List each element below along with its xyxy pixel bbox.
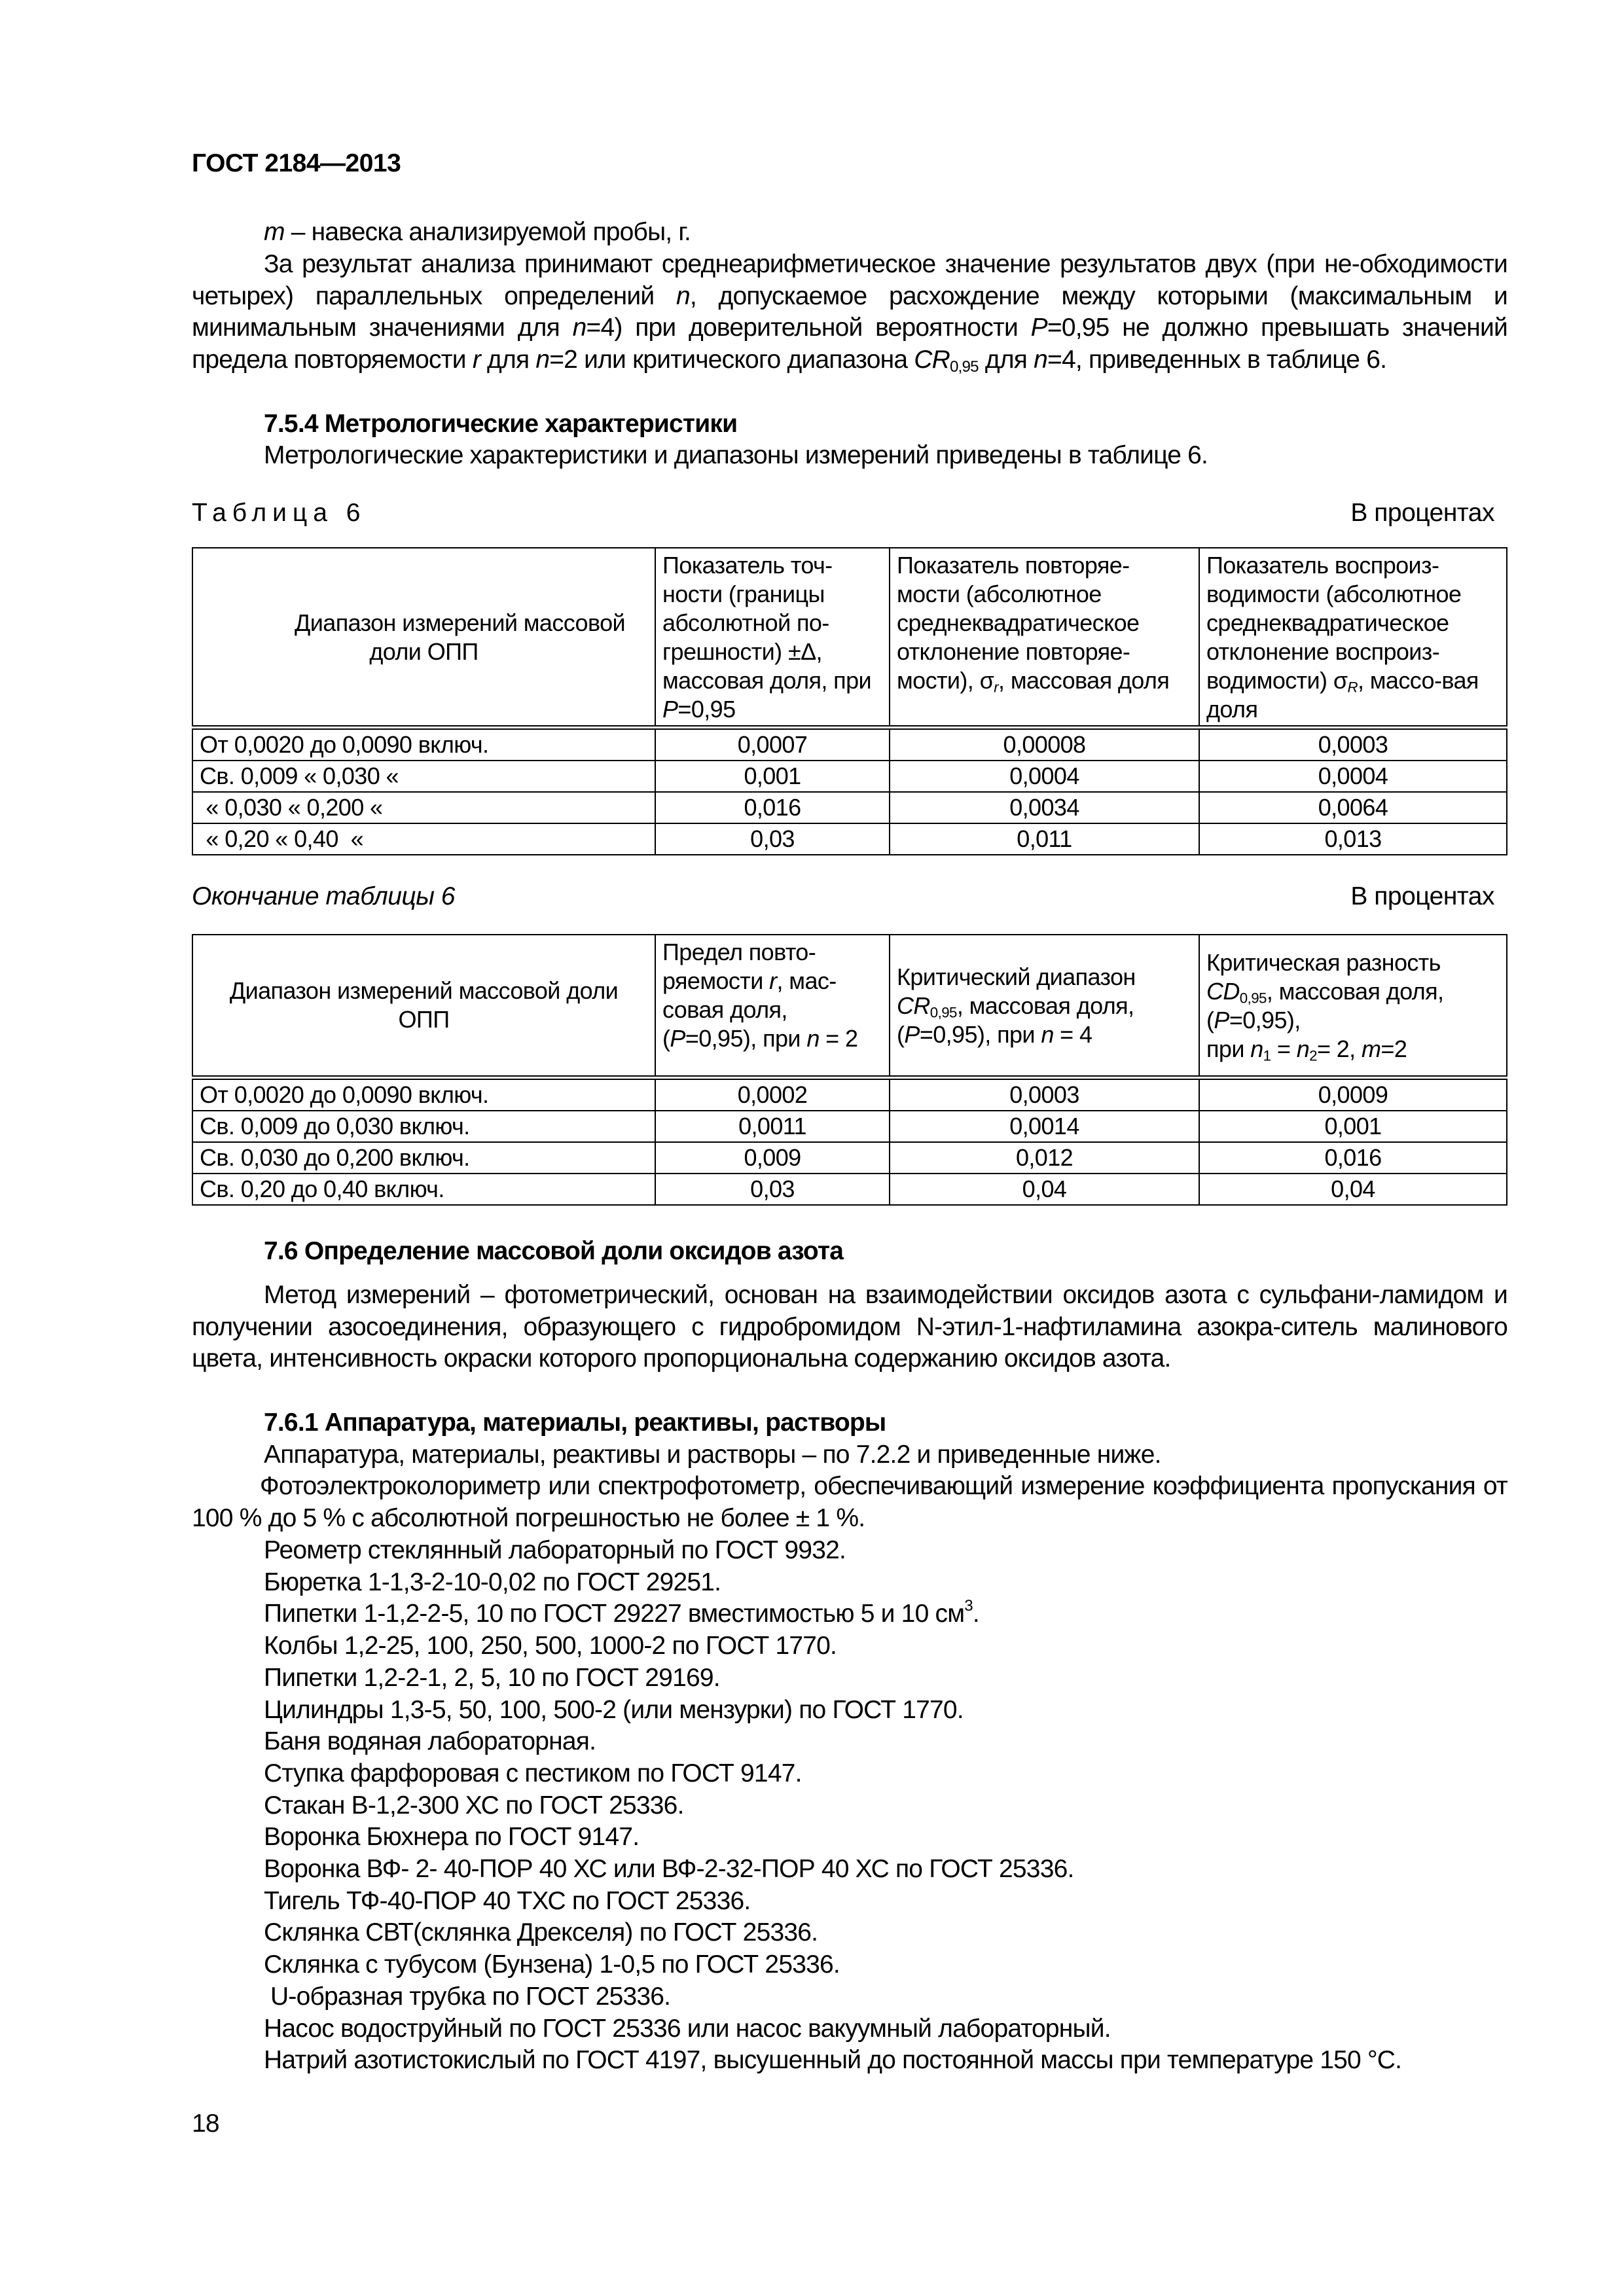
text-run: За результат анализа принимают среднеарифметическое значение результатов двух (при не-обходимости четырех) параллельных определений xyxy=(192,250,1507,310)
cell-accuracy: 0,001 xyxy=(655,761,890,792)
cell-range: « 0,030 « 0,200 « xyxy=(192,792,655,823)
subscript: 0,95 xyxy=(929,1004,957,1021)
list-item: Тигель ТФ-40-ПОР 40 ТХС по ГОСТ 25336. xyxy=(264,1886,751,1915)
cell-reproducibility: 0,0003 xyxy=(1199,728,1507,761)
sodium-nitrite-item: Натрий азотистокислый по ГОСТ 4197, высушенный до постоянной массы при температуре 150 °С. xyxy=(264,2046,1402,2074)
var-n2: n xyxy=(1296,1035,1310,1062)
section-heading-7-5-4: 7.5.4 Метрологические характеристики xyxy=(264,410,738,438)
cell-range: Св. 0,009 до 0,030 включ. xyxy=(192,1111,655,1142)
list-item: Воронка ВФ- 2- 40-ПОР 40 ХС или ВФ-2-32-ПОР 40 ХС по ГОСТ 25336. xyxy=(264,1855,1074,1884)
header-text: , массо-вая доля xyxy=(1206,667,1479,723)
text-run: =2 или критического диапазона xyxy=(549,346,914,374)
text-run: =0,95 не должно превышать значений предела повторяемости xyxy=(192,314,1508,374)
section-heading-7-6: 7.6 Определение массовой доли оксидов азота xyxy=(264,1237,844,1265)
var-n: n xyxy=(676,281,690,310)
table-6 xyxy=(192,547,1507,855)
section-heading-7-6-1: 7.6.1 Аппаратура, материалы, реактивы, растворы xyxy=(264,1408,886,1437)
header-text: =0,95 xyxy=(677,696,736,723)
header-text: Критический диапазон xyxy=(897,963,1136,990)
cell-range: Св. 0,030 до 0,200 включ. xyxy=(192,1142,655,1174)
table-header-row xyxy=(192,548,1507,728)
cell-range: « 0,20 « 0,40 « xyxy=(192,823,655,855)
var-m: m xyxy=(264,218,285,246)
header-text: при xyxy=(1206,1035,1251,1062)
list-item: U-образная трубка по ГОСТ 25336. xyxy=(264,1982,671,2011)
cell-critical-range: 0,012 xyxy=(890,1142,1199,1174)
cell-critical-difference: 0,04 xyxy=(1199,1174,1507,1205)
header-repeatability-limit xyxy=(655,935,890,1077)
var-P: P xyxy=(904,1020,920,1048)
var-n: n xyxy=(1041,1020,1054,1048)
cell-reproducibility: 0,0004 xyxy=(1199,761,1507,792)
cell-critical-range: 0,0003 xyxy=(890,1077,1199,1111)
cell-repeatability-limit: 0,0002 xyxy=(655,1077,890,1111)
header-text: , массовая доля, ( xyxy=(897,992,1134,1048)
table-caption xyxy=(192,499,1507,528)
list-item: Колбы 1,2-25, 100, 250, 500, 1000-2 по ГОСТ 1770. xyxy=(264,1632,837,1660)
cell-accuracy: 0,03 xyxy=(655,823,890,855)
header-range: Диапазон измерений массовой доли ОПП xyxy=(192,935,655,1077)
header-text: , массовая доля xyxy=(998,667,1170,694)
method-paragraph: Метод измерений – фотометрический, основан на взаимодействии оксидов азота с сульфани-ламидом и получении азосоединения, образующего с гидробромидом N-этил-1-нафтиламина азокра-ситель малинового цвета, интенсивность окраски которого пропорциональна содержанию оксидов азота. xyxy=(192,1281,1507,1373)
list-item xyxy=(264,1598,1579,1630)
table-title: Окончание таблицы 6 xyxy=(192,882,455,910)
var-n: n xyxy=(1034,346,1048,374)
cell-accuracy: 0,0007 xyxy=(655,728,890,761)
table-row xyxy=(192,823,1507,855)
apparatus-list xyxy=(192,1535,1579,2045)
cell-critical-difference: 0,016 xyxy=(1199,1142,1507,1174)
list-item: Реометр стеклянный лабораторный по ГОСТ 9932. xyxy=(264,1536,846,1564)
table-title: Таблица 6 xyxy=(192,499,367,527)
cell-critical-range: 0,04 xyxy=(890,1174,1199,1205)
cell-reproducibility: 0,013 xyxy=(1199,823,1507,855)
header-range xyxy=(192,548,655,728)
list-item: Воронка Бюхнера по ГОСТ 9147. xyxy=(264,1823,640,1852)
list-item: Баня водяная лабораторная. xyxy=(264,1727,596,1756)
list-item: Ступка фарфоровая с пестиком по ГОСТ 9147. xyxy=(264,1759,802,1787)
cell-range: От 0,0020 до 0,0090 включ. xyxy=(192,1077,655,1111)
table-row xyxy=(192,1142,1507,1174)
list-item: Насос водоструйный по ГОСТ 25336 или насос вакуумный лабораторный. xyxy=(264,2014,1111,2043)
result-paragraph xyxy=(192,249,1507,376)
header-text: = 4 xyxy=(1053,1020,1092,1048)
cell-repeatability: 0,00008 xyxy=(890,728,1199,761)
cell-repeatability-limit: 0,03 xyxy=(655,1174,890,1205)
table-row xyxy=(192,761,1507,792)
page-number: 18 xyxy=(192,2109,219,2138)
cell-range: От 0,0020 до 0,0090 включ. xyxy=(192,728,655,761)
var-n: n xyxy=(572,314,586,342)
var-m-desc: – навеска анализируемой пробы, г. xyxy=(284,218,691,246)
sigma-symbol: σ xyxy=(979,667,994,694)
list-item: Стакан В-1,2-300 ХС по ГОСТ 25336. xyxy=(264,1791,684,1820)
header-text: Диапазон измерений массовой xyxy=(294,609,625,636)
cell-repeatability: 0,0004 xyxy=(890,761,1199,792)
var-n1: n xyxy=(1250,1035,1263,1062)
var-r: r xyxy=(472,346,480,374)
table-units: В процентах xyxy=(1350,499,1494,527)
cell-critical-range: 0,0014 xyxy=(890,1111,1199,1142)
header-text: Предел повто-ряемости xyxy=(662,939,816,994)
list-item: Бюретка 1-1,3-2-10-0,02 по ГОСТ 29251. xyxy=(264,1568,721,1596)
header-text: =0,95), при xyxy=(919,1020,1041,1048)
var-m: m xyxy=(1362,1035,1381,1062)
var-r: r xyxy=(769,967,777,994)
cell-repeatability: 0,0034 xyxy=(890,792,1199,823)
subscript: r xyxy=(994,679,999,696)
cell-range: Св. 0,009 « 0,030 « xyxy=(192,761,655,792)
text-run: =4) при доверительной вероятности xyxy=(586,314,1031,342)
cell-critical-difference: 0,0009 xyxy=(1199,1077,1507,1111)
list-item: Пипетки 1,2-2-1, 2, 5, 10 по ГОСТ 29169. xyxy=(264,1663,720,1692)
header-accuracy xyxy=(655,548,890,728)
header-text: =2 xyxy=(1380,1035,1407,1062)
header-repeatability xyxy=(890,548,1199,728)
text-run: для xyxy=(480,346,536,374)
header-text: = xyxy=(1271,1035,1297,1062)
cell-repeatability-limit: 0,009 xyxy=(655,1142,890,1174)
document-id: ГОСТ 2184—2013 xyxy=(192,149,401,177)
list-item: Склянка с тубусом (Бунзена) 1-0,5 по ГОСТ 25336. xyxy=(264,1950,840,1979)
variable-definition xyxy=(192,217,1579,249)
header-reproducibility xyxy=(1199,548,1507,728)
subscript: 2 xyxy=(1309,1047,1317,1064)
var-n: n xyxy=(806,1025,820,1052)
list-item-text: . xyxy=(972,1600,979,1628)
header-text: доли ОПП xyxy=(369,638,478,665)
list-item: Склянка СВТ(склянка Дрекселя) по ГОСТ 25336. xyxy=(264,1918,818,1947)
cell-critical-difference: 0,001 xyxy=(1199,1111,1507,1142)
table-row xyxy=(192,728,1507,761)
cell-accuracy: 0,016 xyxy=(655,792,890,823)
table-row xyxy=(192,1174,1507,1205)
list-item: Цилиндры 1,3-5, 50, 100, 500-2 (или мензурки) по ГОСТ 1770. xyxy=(264,1695,964,1724)
table-header-row xyxy=(192,935,1507,1077)
list-item-text: Пипетки 1-1,2-2-5, 10 по ГОСТ 29227 вместимостью 5 и 10 см xyxy=(264,1600,965,1628)
table-row xyxy=(192,1111,1507,1142)
table-units: В процентах xyxy=(1350,882,1494,910)
table-continuation-caption xyxy=(192,882,1507,911)
photometer-paragraph: Фотоэлектроколориметр или спектрофотометр, обеспечивающий измерение коэффициента пропускания от 100 % до 5 % с абсолютной погрешностью не более ± 1 %. xyxy=(192,1472,1507,1532)
header-text: , массовая доля, ( xyxy=(1206,977,1444,1033)
apparatus-intro: Аппаратура, материалы, реактивы и растворы – по 7.2.2 и приведенные ниже. xyxy=(264,1441,1161,1469)
var-CD: CD xyxy=(1206,977,1240,1005)
cell-reproducibility: 0,0064 xyxy=(1199,792,1507,823)
cell-repeatability: 0,011 xyxy=(890,823,1199,855)
header-text: = 2, xyxy=(1316,1035,1362,1062)
header-text: Показатель воспроиз-водимости (абсолютное среднеквадратическое отклонение воспроиз-водимости) xyxy=(1206,552,1462,694)
var-CR: CR xyxy=(897,992,930,1019)
table-row xyxy=(192,1077,1507,1111)
text-run: для xyxy=(978,346,1034,374)
header-text: =0,95), при xyxy=(685,1025,807,1052)
header-text: , мас-совая доля, ( xyxy=(662,967,837,1052)
header-text: Критическая разность xyxy=(1206,948,1441,976)
header-text: =0,95), xyxy=(1229,1006,1301,1033)
header-text: Показатель повторяе-мости (абсолютное среднеквадратическое отклонение повторяе-мости), xyxy=(897,552,1140,694)
header-critical-range xyxy=(890,935,1199,1077)
cell-repeatability-limit: 0,0011 xyxy=(655,1111,890,1142)
subscript: 1 xyxy=(1263,1047,1271,1064)
var-P: P xyxy=(662,696,678,723)
header-critical-difference xyxy=(1199,935,1507,1077)
text-run: =4, приведенных в таблице 6. xyxy=(1047,346,1387,374)
subscript: R xyxy=(1347,679,1358,696)
section-text-7-5-4: Метрологические характеристики и диапазоны измерений приведены в таблице 6. xyxy=(264,441,1208,469)
table-row xyxy=(192,792,1507,823)
sigma-symbol: σ xyxy=(1333,667,1348,694)
var-P: P xyxy=(670,1025,685,1052)
header-text: = 2 xyxy=(819,1025,858,1052)
var-P: P xyxy=(1214,1006,1229,1033)
header-text: Показатель точ-ности (границы абсолютной по-грешности) ±Δ, массовая доля, при xyxy=(662,552,872,694)
var-P: P xyxy=(1030,314,1047,342)
text-run: , допускаемое расхождение между которыми (максимальным и минимальным значениями для xyxy=(192,281,1507,342)
subscript: 0,95 xyxy=(949,358,979,376)
cell-range: Св. 0,20 до 0,40 включ. xyxy=(192,1174,655,1205)
superscript: 3 xyxy=(964,1597,973,1615)
var-CR: CR xyxy=(914,346,950,374)
subscript: 0,95 xyxy=(1239,990,1267,1007)
table-6-end xyxy=(192,934,1507,1206)
var-n: n xyxy=(535,346,550,374)
